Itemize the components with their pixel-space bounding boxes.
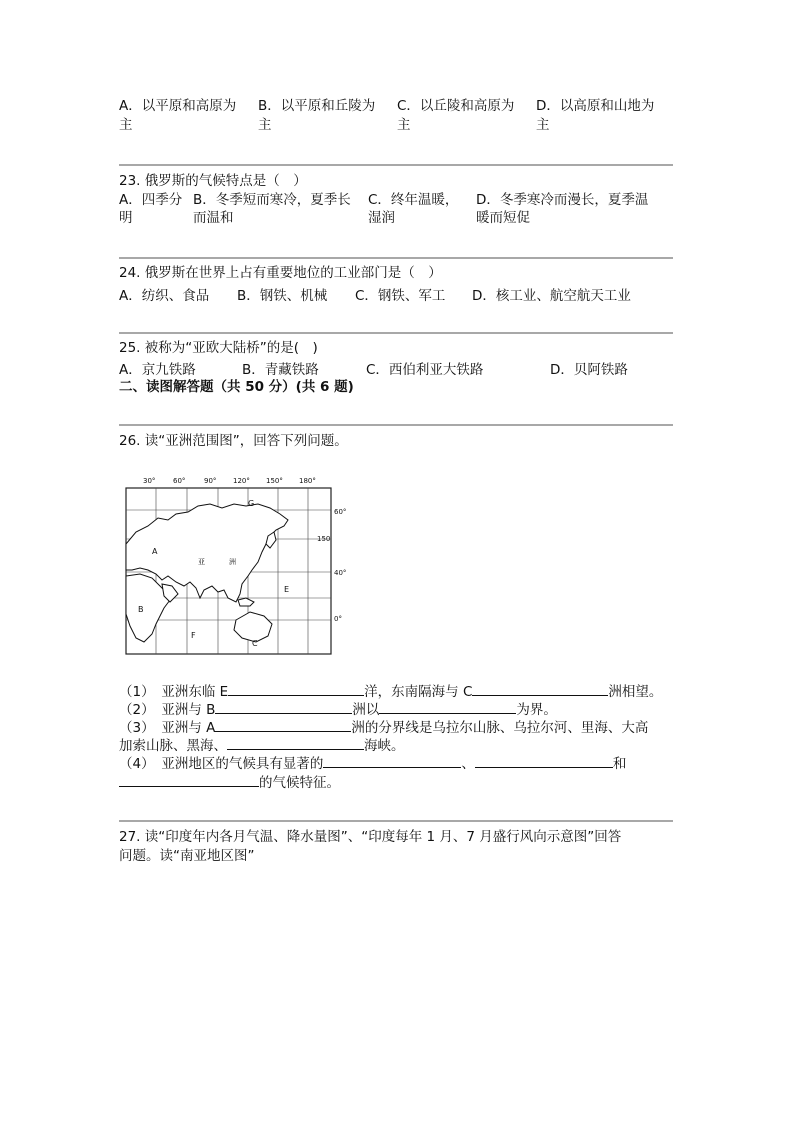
map-top-label: 150° (266, 477, 283, 485)
q22-option-d-line2: 主 (536, 117, 550, 133)
map-letter-f: F (191, 631, 196, 640)
map-right-label: 60° (334, 508, 347, 516)
australia-landmass (234, 612, 272, 642)
q26-part4-line2 (119, 773, 340, 792)
answer-blank[interactable] (228, 682, 364, 696)
q26-part4-text-b: 、 (461, 756, 475, 772)
answer-blank[interactable] (379, 700, 516, 714)
q23-stem: 23. 俄罗斯的气候特点是（ ） (119, 173, 307, 189)
divider (119, 820, 673, 822)
q23-option-b (193, 191, 351, 227)
q23-option-d-line2: 暖而短促 (476, 210, 530, 226)
q22-option-c (397, 97, 514, 135)
q22-option-a-line2: 主 (119, 117, 133, 133)
q26-part4 (119, 754, 626, 773)
q25-option-d: D．贝阿铁路 (550, 362, 628, 378)
q26-part1-text-a: （1） 亚洲东临 E (119, 684, 229, 700)
map-letter-a: A (152, 547, 158, 556)
q25-option-c: C．西伯利亚大铁路 (366, 362, 484, 378)
q23-option-a-line2: 明 (119, 210, 133, 226)
q26-part4-text-c: 和 (612, 756, 627, 772)
q26-part1 (119, 682, 662, 701)
q25-option-a: A．京九铁路 (119, 362, 196, 378)
map-top-label: 60° (173, 477, 186, 485)
q24-stem: 24. 俄罗斯在世界上占有重要地位的工业部门是（ ） (119, 265, 442, 281)
q26-part3-text-l2b: 海峡。 (364, 738, 405, 754)
map-top-label: 30° (143, 477, 156, 485)
q22-option-b-line1: B．以平原和丘陵为 (258, 98, 376, 114)
map-top-label: 120° (233, 477, 250, 485)
q27-stem-line1: 27. 读“印度年内各月气温、降水量图”、“印度每年 1 月、7 月盛行风向示意图”回答 (119, 829, 622, 845)
q22-option-d-line1: D．以高原和山地为 (536, 98, 655, 114)
q26-part2-text-c: 为界。 (516, 702, 557, 718)
q23-option-d (476, 191, 648, 227)
q26-part1-text-c: 洲相望。 (608, 684, 663, 700)
q22-option-c-line2: 主 (397, 117, 411, 133)
q26-part1-text-b: 洋，东南隔海与 C (364, 684, 473, 700)
q25-stem: 25. 被称为“亚欧大陆桥”的是( ) (119, 340, 318, 356)
answer-blank[interactable] (472, 682, 608, 696)
map-right-label: 150 (317, 535, 331, 543)
q26-part2 (119, 700, 557, 719)
q22-option-d (536, 97, 654, 135)
map-letter-c: C (252, 639, 258, 648)
answer-blank[interactable] (215, 718, 351, 732)
q26-part3-text-l2a: 加索山脉、黑海、 (119, 738, 227, 754)
q22-option-c-line1: C．以丘陵和高原为 (397, 98, 515, 114)
section-heading: 二、读图解答题（共 50 分）(共 6 题) (119, 379, 354, 395)
map-asia-char: 亚 (198, 558, 205, 566)
q24-option-d: D．核工业、航空航天工业 (472, 288, 631, 304)
answer-blank[interactable] (215, 700, 352, 714)
map-letter-b: B (138, 605, 144, 614)
q22-option-b-line2: 主 (258, 117, 272, 133)
q26-part3 (119, 718, 648, 737)
map-right-label: 40° (334, 569, 347, 577)
map-top-label: 90° (204, 477, 217, 485)
map-asia-char: 洲 (229, 558, 236, 566)
answer-blank[interactable] (475, 754, 613, 768)
q23-option-c-line2: 湿润 (368, 210, 395, 226)
divider (119, 257, 673, 259)
map-top-label: 180° (299, 477, 316, 485)
asia-range-map (118, 474, 348, 660)
map-letter-g: G (248, 499, 255, 508)
q23-option-d-line1: D．冬季寒冷而漫长，夏季温 (476, 192, 649, 208)
divider (119, 332, 673, 334)
q26-part4-text-l2: 的气候特征。 (259, 775, 340, 791)
q24-option-c: C．钢铁、军工 (355, 288, 446, 304)
q26-stem: 26. 读“亚洲范围图”，回答下列问题。 (119, 433, 348, 449)
q23-option-c (368, 191, 458, 227)
q22-option-b (258, 97, 375, 135)
q26-part3-text-b: 洲的分界线是乌拉尔山脉、乌拉尔河、里海、大高 (351, 720, 649, 736)
q23-option-c-line1: C．终年温暖， (368, 192, 459, 208)
q23-option-b-line2: 而温和 (193, 210, 234, 226)
q23-option-a (119, 191, 182, 227)
islands (238, 598, 254, 606)
q26-part3-line2 (119, 736, 405, 755)
answer-blank[interactable] (227, 736, 364, 750)
q25-option-b: B．青藏铁路 (242, 362, 319, 378)
q22-option-a (119, 97, 236, 135)
q23-option-a-line1: A．四季分 (119, 192, 183, 208)
answer-blank[interactable] (323, 754, 461, 768)
q24-option-b: B．钢铁、机械 (237, 288, 328, 304)
q26-part2-text-b: 洲以 (352, 702, 380, 718)
map-right-label: 0° (334, 615, 342, 623)
q26-part3-text-a: （3） 亚洲与 A (119, 720, 216, 736)
q26-part4-text-a: （4） 亚洲地区的气候具有显著的 (119, 756, 324, 772)
q24-option-a: A．纺织、食品 (119, 288, 210, 304)
q27-stem-line2: 问题。读“南亚地区图” (119, 848, 255, 864)
q23-option-b-line1: B．冬季短而寒冷，夏季长 (193, 192, 351, 208)
q22-option-a-line1: A．以平原和高原为 (119, 98, 237, 114)
map-letter-e: E (284, 585, 290, 594)
divider (119, 424, 673, 426)
divider (119, 164, 673, 166)
answer-blank[interactable] (119, 773, 259, 787)
q26-part2-text-a: （2） 亚洲与 B (119, 702, 216, 718)
